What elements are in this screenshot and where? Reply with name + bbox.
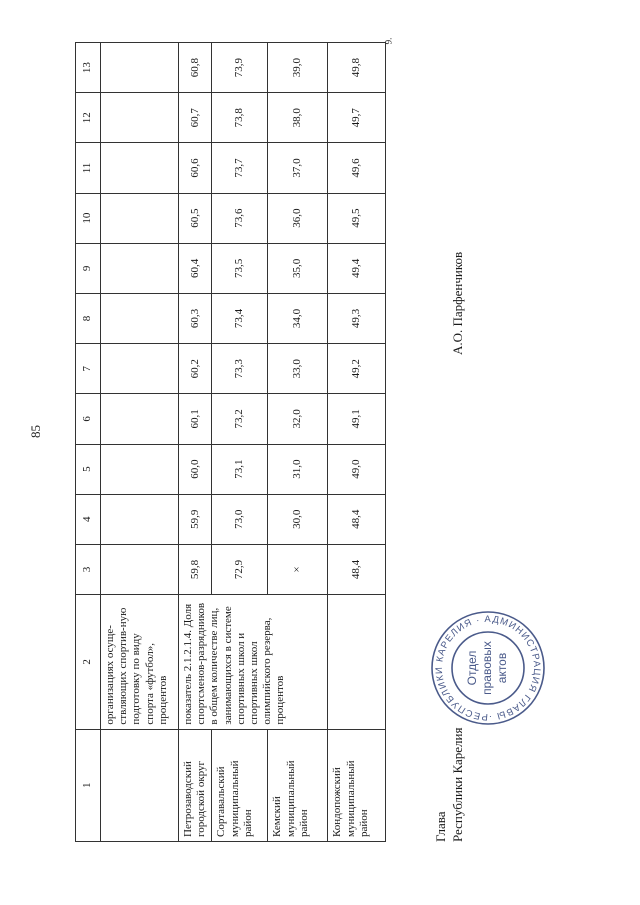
column-header: 4 [76, 494, 101, 544]
indicator-cell: организациях осуще-ствляющих спортив-ную подготовку по виду спорта «футбол», процентов [101, 595, 179, 730]
value-cell: 48,4 [328, 544, 386, 594]
value-cell: 48,4 [328, 494, 386, 544]
value-cell: 59,9 [179, 494, 212, 544]
region-cell: Сортавальский муниципальный район [212, 729, 268, 841]
value-cell: 60,5 [179, 193, 212, 243]
value-cell: 73,1 [212, 444, 268, 494]
value-cell: 60,2 [179, 344, 212, 394]
value-cell: 60,1 [179, 394, 212, 444]
region-cell [101, 729, 179, 841]
column-header: 8 [76, 293, 101, 343]
value-cell [101, 143, 179, 193]
official-stamp [428, 608, 548, 728]
column-header: 12 [76, 93, 101, 143]
corner-mark: 9. [383, 37, 394, 45]
column-header: 7 [76, 344, 101, 394]
value-cell: 49,7 [328, 93, 386, 143]
column-header: 1 [76, 729, 101, 841]
value-cell: 72,9 [212, 544, 268, 594]
value-cell: 33,0 [268, 344, 328, 394]
value-cell: 73,8 [212, 93, 268, 143]
table-row [179, 43, 212, 842]
value-cell: 60,4 [179, 243, 212, 293]
value-cell [101, 293, 179, 343]
signatory-title-line1: Глава [433, 811, 448, 842]
value-cell: 49,6 [328, 143, 386, 193]
value-cell: 73,2 [212, 394, 268, 444]
value-cell: 49,3 [328, 293, 386, 343]
table-row [101, 43, 179, 842]
value-cell: 73,7 [212, 143, 268, 193]
value-cell [101, 193, 179, 243]
value-cell: 60,3 [179, 293, 212, 343]
value-cell: 49,0 [328, 444, 386, 494]
value-cell: 37,0 [268, 143, 328, 193]
signatory-name: А.О. Парфенчиков [450, 251, 465, 355]
stamp-ring-text: РЕСПУБЛИКИ КАРЕЛИЯ · АДМИНИСТРАЦИЯ ГЛАВЫ · [433, 613, 543, 723]
region-cell: Кондопожский муниципальный район [328, 729, 386, 841]
value-cell: 73,4 [212, 293, 268, 343]
value-cell: 60,0 [179, 444, 212, 494]
value-cell [101, 93, 179, 143]
value-cell: 49,8 [328, 43, 386, 93]
indicator-cell: показатель 2.1.2.1.4. Доля спортсменов-разрядников в общем количестве лиц, занимающихся в системе спортивных школ и спортивных школ олимпийского резерва, процентов [179, 595, 328, 730]
value-cell: 36,0 [268, 193, 328, 243]
value-cell [101, 243, 179, 293]
value-cell: 60,7 [179, 93, 212, 143]
column-header: 10 [76, 193, 101, 243]
value-cell [101, 444, 179, 494]
table-row [328, 43, 386, 842]
value-cell: 49,5 [328, 193, 386, 243]
value-cell: × [268, 544, 328, 594]
value-cell: 32,0 [268, 394, 328, 444]
region-cell: Петрозаводский городской округ [179, 729, 212, 841]
column-header: 6 [76, 394, 101, 444]
value-cell: 73,3 [212, 344, 268, 394]
stamp-center-line2: правовых [480, 641, 494, 695]
stamp-center-line3: актов [495, 652, 509, 684]
table-header-row [76, 43, 101, 842]
value-cell: 59,8 [179, 544, 212, 594]
value-cell: 60,6 [179, 143, 212, 193]
stamp-center-line1: Отдел [465, 650, 479, 686]
value-cell: 73,5 [212, 243, 268, 293]
column-header: 3 [76, 544, 101, 594]
value-cell: 39,0 [268, 43, 328, 93]
value-cell: 49,4 [328, 243, 386, 293]
indicator-cell [328, 595, 386, 730]
value-cell [101, 394, 179, 444]
value-cell: 49,1 [328, 394, 386, 444]
value-cell: 73,9 [212, 43, 268, 93]
value-cell [101, 344, 179, 394]
value-cell [101, 494, 179, 544]
column-header: 5 [76, 444, 101, 494]
value-cell: 49,2 [328, 344, 386, 394]
value-cell [101, 43, 179, 93]
value-cell: 30,0 [268, 494, 328, 544]
column-header: 9 [76, 243, 101, 293]
data-table-wrapper [75, 42, 378, 842]
value-cell: 35,0 [268, 243, 328, 293]
value-cell [101, 544, 179, 594]
region-cell: Кемский муниципальный район [268, 729, 328, 841]
value-cell: 31,0 [268, 444, 328, 494]
value-cell: 38,0 [268, 93, 328, 143]
value-cell: 60,8 [179, 43, 212, 93]
value-cell: 73,6 [212, 193, 268, 243]
indicator-table [75, 42, 386, 842]
column-header: 13 [76, 43, 101, 93]
page-number: 85 [28, 425, 43, 438]
signatory-title-line2: Республики Карелия [450, 727, 465, 842]
column-header: 11 [76, 143, 101, 193]
value-cell: 34,0 [268, 293, 328, 343]
value-cell: 73,0 [212, 494, 268, 544]
column-header: 2 [76, 595, 101, 730]
